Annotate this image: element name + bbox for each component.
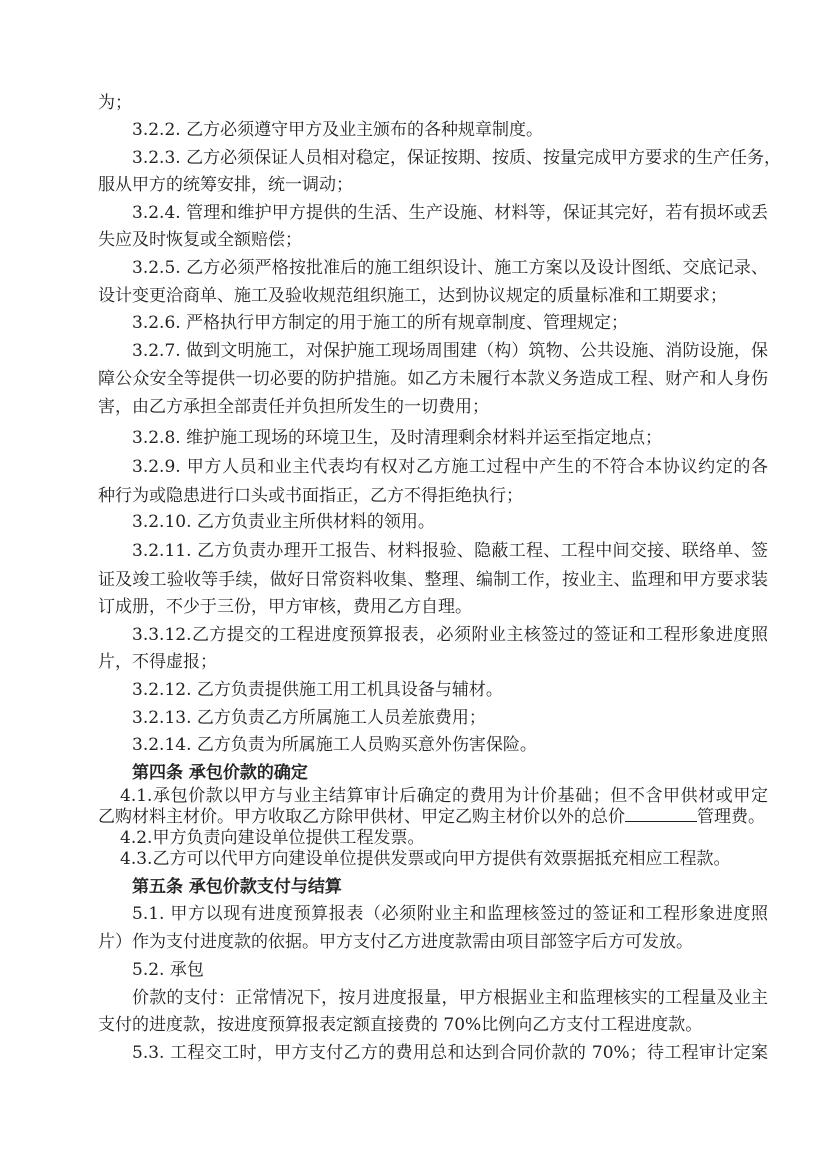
clause-4-3: 4.3.乙方可以代甲方向建设单位提供发票或向甲方提供有效票据抵充相应工程款。 xyxy=(120,849,731,869)
text-line: 害，由乙方承担全部责任并负担所发生的一切费用； xyxy=(98,397,489,417)
text-segment: 乙购材料主材价。甲方收取乙方除甲供材、甲定乙购主材价以外的总价 xyxy=(98,807,625,827)
clause-3-2-2: 3.2.2. 乙方必须遵守甲方及业主颁布的各种规章制度。 xyxy=(132,120,544,140)
text-line: 订成册，不少于三份，甲方审核，费用乙方自理。 xyxy=(98,597,472,617)
clause-5-1: 5.1. 甲方以现有进度预算报表（必须附业主和监理核签过的签证和工程形象进度照 xyxy=(132,904,768,924)
clause-3-2-11: 3.2.11. 乙方负责办理开工报告、材料报验、隐蔽工程、工程中间交接、联络单、签 xyxy=(132,541,768,561)
clause-4-1: 4.1.承包价款以甲方与业主结算审计后确定的费用为计价基础；但不含甲供材或甲定 xyxy=(120,786,768,806)
clause-3-2-5: 3.2.5. 乙方必须严格按批准后的施工组织设计、施工方案以及设计图纸、交底记录、 xyxy=(132,258,768,278)
clause-3-2-4: 3.2.4. 管理和维护甲方提供的生活、生产设施、材料等，保证其完好，若有损坏或丢 xyxy=(132,203,768,223)
section-heading-5: 第五条 承包价款支付与结算 xyxy=(132,877,342,897)
text-segment: 管理费。 xyxy=(697,807,765,827)
clause-3-2-8: 3.2.8. 维护施工现场的环境卫生，及时清理剩余材料并运至指定地点； xyxy=(132,428,663,448)
fee-blank-field xyxy=(625,807,697,822)
text-line: 设计变更洽商单、施工及验收规范组织施工，达到协议规定的质量标准和工期要求； xyxy=(98,286,727,306)
clause-3-2-14: 3.2.14. 乙方负责为所属施工人员购买意外伤害保险。 xyxy=(132,735,537,755)
text-line: 障公众安全等提供一切必要的防护措施。如乙方未履行本款义务造成工程、财产和人身伤 xyxy=(98,369,768,389)
clause-3-2-9: 3.2.9. 甲方人员和业主代表均有权对乙方施工过程中产生的不符合本协议约定的各 xyxy=(132,457,768,477)
clause-5-3: 5.3. 工程交工时，甲方支付乙方的费用总和达到合同价款的 70%；待工程审计定案 xyxy=(132,1043,768,1063)
text-line: 种行为或隐患进行口头或书面指正，乙方不得拒绝执行； xyxy=(98,486,523,506)
clause-3-2-6: 3.2.6. 严格执行甲方制定的用于施工的所有规章制度、管理规定； xyxy=(132,313,629,333)
text-line: 为； xyxy=(98,93,132,113)
text-line: 价款的支付：正常情况下，按月进度报量，甲方根据业主和监理核实的工程量及业主 xyxy=(132,988,768,1008)
clause-3-2-12: 3.2.12. 乙方负责提供施工用工机具设备与辅材。 xyxy=(132,680,503,700)
text-line xyxy=(98,807,768,827)
clause-3-2-7: 3.2.7. 做到文明施工，对保护施工现场周围建（构）筑物、公共设施、消防设施，保 xyxy=(132,341,768,361)
clause-5-2: 5.2. 承包 xyxy=(132,960,204,980)
clause-3-3-12: 3.3.12.乙方提交的工程进度预算报表，必须附业主核签过的签证和工程形象进度照 xyxy=(132,625,768,645)
text-line: 失应及时恢复或全额赔偿； xyxy=(98,230,302,250)
clause-3-2-10: 3.2.10. 乙方负责业主所供材料的领用。 xyxy=(132,512,435,532)
text-line: 片，不得虚报； xyxy=(98,652,217,672)
text-line: 支付的进度款，按进度预算报表定额直接费的 70%比例向乙方支付工程进度款。 xyxy=(98,1015,703,1035)
section-heading-4: 第四条 承包价款的确定 xyxy=(132,763,308,783)
clause-3-2-13: 3.2.13. 乙方负责乙方所属施工人员差旅费用； xyxy=(132,708,486,728)
clause-4-2: 4.2.甲方负责向建设单位提供工程发票。 xyxy=(120,828,425,848)
text-line: 片）作为支付进度款的依据。甲方支付乙方进度款需由项目部签字后方可发放。 xyxy=(98,932,693,952)
text-line: 服从甲方的统筹安排，统一调动； xyxy=(98,175,353,195)
clause-3-2-3: 3.2.3. 乙方必须保证人员相对稳定，保证按期、按质、按量完成甲方要求的生产任务， xyxy=(132,148,782,168)
text-line: 证及竣工验收等手续，做好日常资料收集、整理、编制工作，按业主、监理和甲方要求装 xyxy=(98,570,768,590)
